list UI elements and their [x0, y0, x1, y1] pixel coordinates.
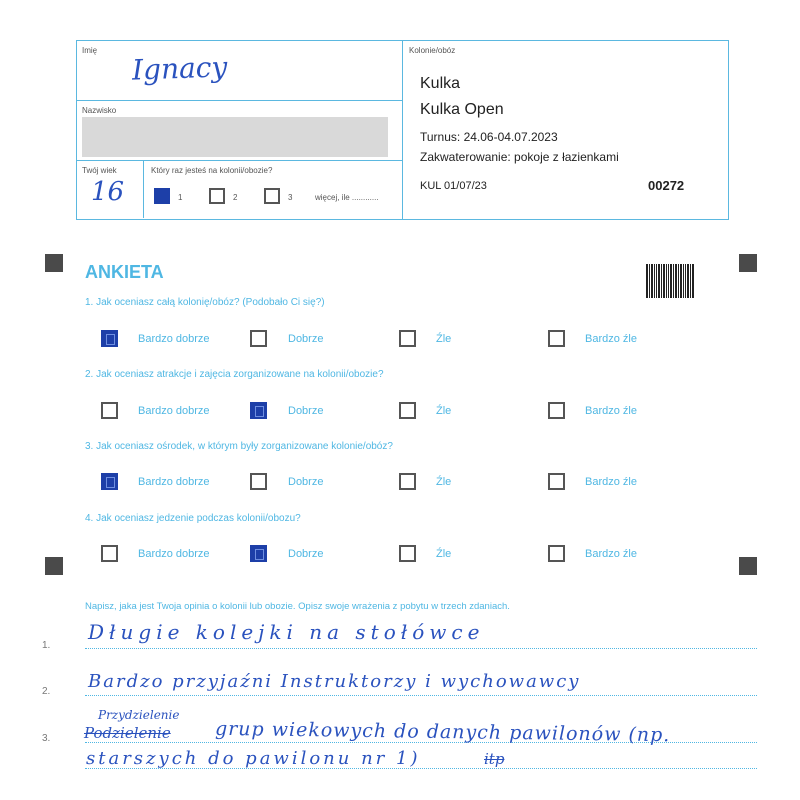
kolonie-label: Kolonie/obóz — [409, 46, 456, 55]
q1-option-bardzo-zle-checkbox[interactable] — [548, 330, 565, 347]
nazwisko-label: Nazwisko — [82, 106, 117, 115]
q2-option-label: Dobrze — [288, 405, 324, 417]
line-number-2: 2. — [42, 686, 51, 697]
q3-option-label: Dobrze — [288, 476, 324, 488]
ktory-raz-label: Który raz jesteś na kolonii/obozie? — [151, 166, 273, 175]
q2-option-dobrze-checkbox[interactable] — [250, 402, 267, 419]
q4-option-dobrze-checkbox[interactable] — [250, 545, 267, 562]
q2-option-bardzo-dobrze-checkbox[interactable] — [101, 402, 118, 419]
barcode — [646, 264, 698, 298]
row-divider-1 — [76, 100, 402, 101]
question-3: 3. Jak oceniasz ośrodek, w którym były zorganizowane kolonie/obóz? — [85, 441, 393, 452]
visit-count-checkbox-1[interactable] — [154, 188, 170, 204]
camp-name-2: Kulka Open — [420, 101, 504, 118]
question-4: 4. Jak oceniasz jedzenie podczas kolonii/obozu? — [85, 513, 301, 524]
redacted-surname — [82, 117, 388, 157]
camp-code: KUL 01/07/23 — [420, 180, 487, 192]
opinion-line-3-correction: Przydzielenie — [98, 708, 180, 722]
q3-option-dobrze-checkbox[interactable] — [250, 473, 267, 490]
q3-option-bardzo-dobrze-checkbox[interactable] — [101, 473, 118, 490]
q3-option-bardzo-zle-checkbox[interactable] — [548, 473, 565, 490]
survey-title: ANKIETA — [85, 262, 164, 282]
q1-option-dobrze-checkbox[interactable] — [250, 330, 267, 347]
opinion-line-4[interactable]: starszych do pawilonu nr 1) — [86, 748, 421, 769]
registration-mark-top-right — [739, 254, 757, 272]
q2-option-label: Bardzo źle — [585, 405, 637, 417]
opinion-prompt: Napisz, jaka jest Twoja opinia o kolonii lub obozie. Opisz swoje wrażenia z pobytu w trzech zdaniach. — [85, 601, 510, 612]
opinion-line-3[interactable]: grup wiekowych do danych pawilonów (np. — [214, 717, 671, 747]
registration-mark-bottom-left — [45, 557, 63, 575]
registration-mark-top-left — [45, 254, 63, 272]
q3-option-zle-checkbox[interactable] — [399, 473, 416, 490]
q4-option-bardzo-zle-checkbox[interactable] — [548, 545, 565, 562]
writing-line-1 — [85, 648, 757, 649]
writing-line-2 — [85, 695, 757, 696]
opinion-line-2[interactable]: Bardzo przyjaźni Instruktorzy i wychowawcy — [88, 671, 581, 692]
q1-option-label: Źle — [436, 333, 452, 345]
visit-count-label-3: 3 — [288, 193, 293, 202]
header-divider — [402, 40, 403, 219]
wiek-label: Twój wiek — [82, 166, 117, 175]
visit-count-checkbox-3[interactable] — [264, 188, 280, 204]
q2-option-label: Bardzo dobrze — [138, 405, 210, 417]
form-number: 00272 — [648, 178, 685, 193]
q1-option-label: Dobrze — [288, 333, 324, 345]
q4-option-label: Źle — [436, 548, 452, 560]
line-number-3: 3. — [42, 733, 51, 744]
opinion-line-4-scribble: itp — [484, 750, 505, 768]
imie-label: Imię — [82, 46, 98, 55]
camp-name-1: Kulka — [420, 75, 461, 92]
q2-option-label: Źle — [436, 405, 452, 417]
row-divider-2 — [76, 160, 402, 161]
q3-option-label: Bardzo źle — [585, 476, 637, 488]
question-1: 1. Jak oceniasz całą kolonię/obóz? (Podobało Ci się?) — [85, 297, 325, 308]
q1-option-bardzo-dobrze-checkbox[interactable] — [101, 330, 118, 347]
turnus: Turnus: 24.06-04.07.2023 — [420, 130, 558, 144]
opinion-line-1[interactable]: Długie kolejki na stołówce — [88, 620, 485, 644]
q2-option-bardzo-zle-checkbox[interactable] — [548, 402, 565, 419]
q1-option-label: Bardzo dobrze — [138, 333, 210, 345]
visit-count-label-2: 2 — [233, 193, 238, 202]
q3-option-label: Bardzo dobrze — [138, 476, 210, 488]
opinion-line-3-crossed: Podzielenie — [84, 724, 171, 742]
wiek-value: 16 — [91, 177, 125, 207]
zakwaterowanie: Zakwaterowanie: pokoje z łazienkami — [420, 150, 619, 164]
q4-option-label: Dobrze — [288, 548, 324, 560]
visit-count-label-1: 1 — [178, 193, 183, 202]
q1-option-zle-checkbox[interactable] — [399, 330, 416, 347]
age-divider — [143, 160, 144, 218]
q4-option-label: Bardzo źle — [585, 548, 637, 560]
q4-option-zle-checkbox[interactable] — [399, 545, 416, 562]
registration-mark-bottom-right — [739, 557, 757, 575]
visit-count-checkbox-2[interactable] — [209, 188, 225, 204]
visit-count-other: więcej, ile ............ — [315, 193, 379, 202]
q1-option-label: Bardzo źle — [585, 333, 637, 345]
imie-value: Ignacy — [131, 50, 228, 87]
question-2: 2. Jak oceniasz atrakcje i zajęcia zorganizowane na kolonii/obozie? — [85, 369, 384, 380]
line-number-1: 1. — [42, 640, 51, 651]
q3-option-label: Źle — [436, 476, 452, 488]
q4-option-bardzo-dobrze-checkbox[interactable] — [101, 545, 118, 562]
q4-option-label: Bardzo dobrze — [138, 548, 210, 560]
q2-option-zle-checkbox[interactable] — [399, 402, 416, 419]
